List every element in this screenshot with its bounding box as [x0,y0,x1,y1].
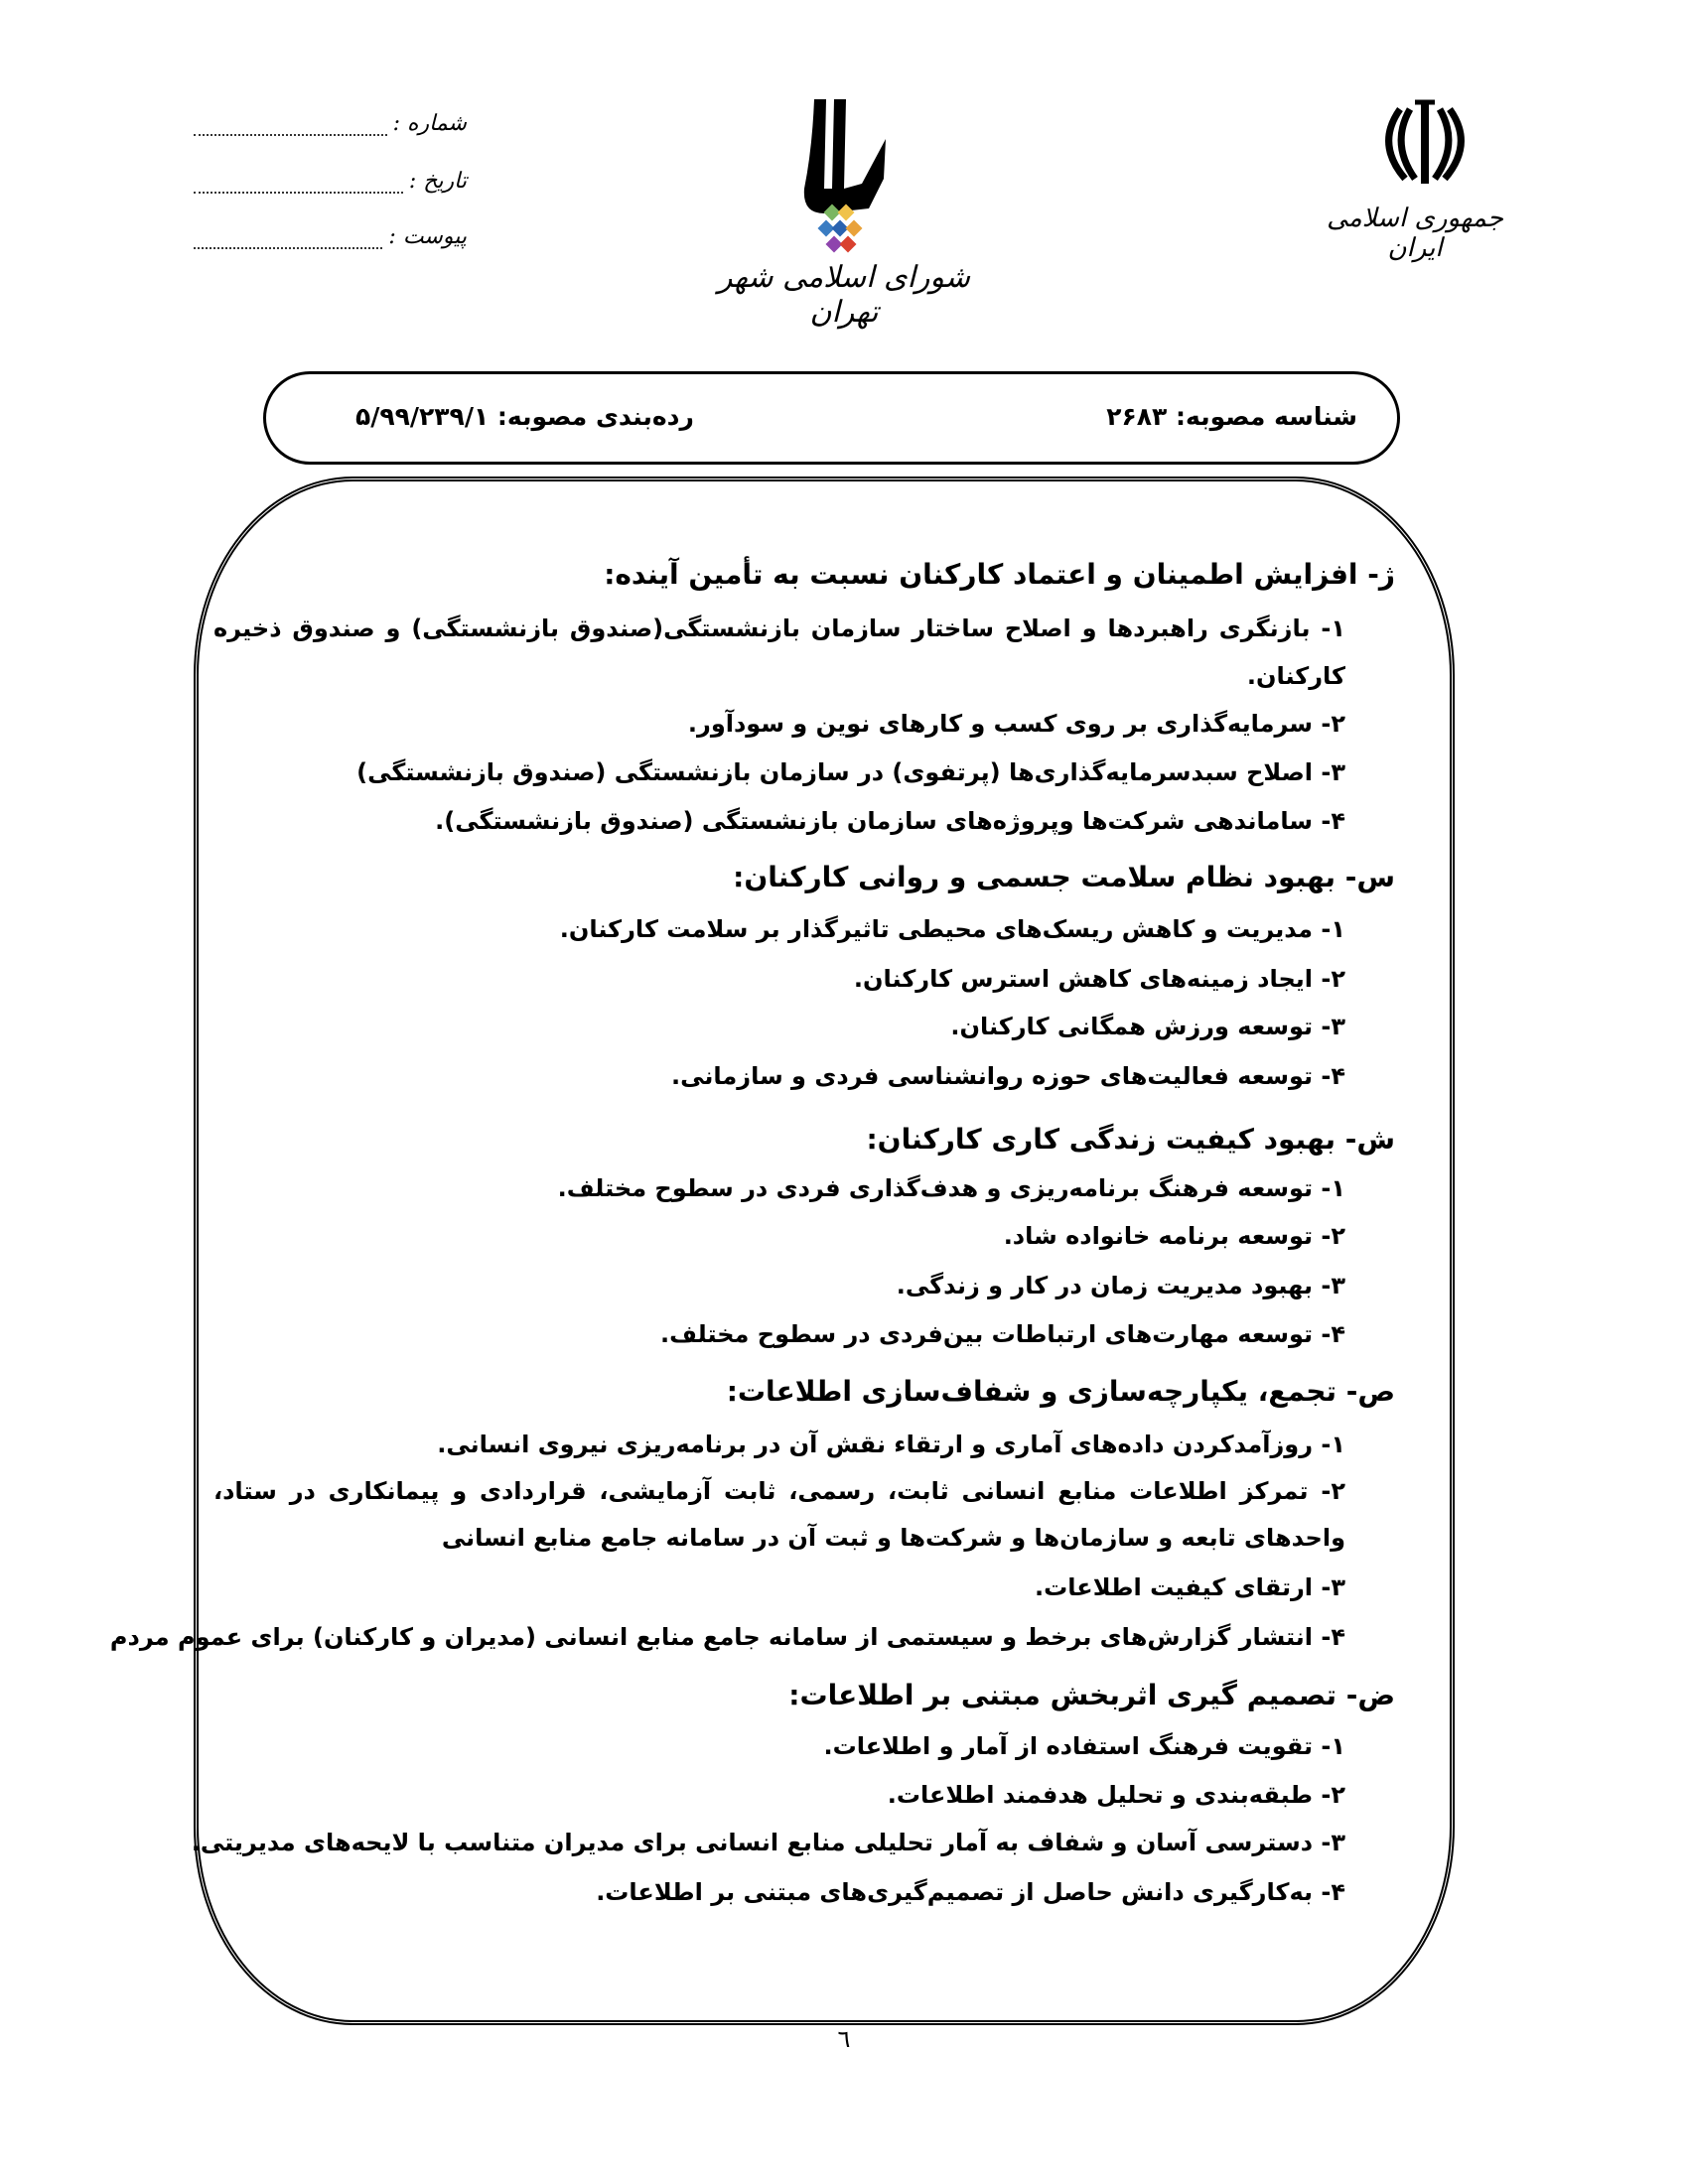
section-heading: ژ- افزایش اطمینان و اعتماد کارکنان نسبت به تأمین آینده: [604,558,1395,591]
list-item: ۳- ارتقای کیفیت اطلاعات. [1035,1573,1345,1601]
section-heading: ض- تصمیم گیری اثربخش مبتنی بر اطلاعات: [788,1679,1395,1711]
number-field [194,111,467,136]
list-item: ۱- مدیریت و کاهش ریسک‌های محیطی تاثیرگذار بر سلامت کارکنان. [559,915,1345,943]
list-item: ۴- ساماندهی شرکت‌ها وپروژه‌های سازمان بازنشستگی (صندوق بازنشستگی). [435,807,1345,835]
number-label: شماره : [392,111,467,136]
list-item: ۱- بازنگری راهبردها و اصلاح ساختار سازمان بازنشستگی(صندوق بازنشستگی) و صندوق ذخیره [213,614,1345,642]
list-item: ۳- بهبود مدیریت زمان در کار و زندگی. [896,1272,1345,1299]
resolution-classification: رده‌بندی مصوبه: ۵/۹۹/۲۳۹/۱ [355,402,694,431]
date-field [194,169,467,194]
page-number: ٦ [837,2025,851,2053]
list-item: ۴- توسعه فعالیت‌های حوزه روانشناسی فردی و سازمانی. [670,1062,1345,1090]
country-name: جمهوری اسلامی ایران [1327,204,1503,263]
section-heading: س- بهبود نظام سلامت جسمی و روانی کارکنان: [733,861,1395,893]
resolution-id: شناسه مصوبه: ۲۶۸۳ [1106,402,1357,431]
list-item: ۴- انتشار گزارش‌های برخط و سیستمی از سامانه جامع منابع انسانی (مدیران و کارکنان) برای عموم مردم [109,1623,1345,1651]
list-item: ۴- توسعه مهارت‌های ارتباطات بین‌فردی در سطوح مختلف. [659,1320,1345,1348]
list-item: کارکنان. [1246,662,1345,690]
list-item: ۲- تمرکز اطلاعات منابع انسانی ثابت، رسمی، ثابت آزمایشی، قراردادی و پیمانکاری در ستاد، [213,1477,1345,1505]
list-item: ۳- اصلاح سبدسرمایه‌گذاری‌ها (پرتفوی) در سازمان بازنشستگی (صندوق بازنشستگی) [356,758,1345,786]
list-item: ۱- توسعه فرهنگ برنامه‌ریزی و هدف‌گذاری فردی در سطوح مختلف. [557,1174,1345,1202]
list-item: ۱- تقویت فرهنگ استفاده از آمار و اطلاعات. [823,1732,1345,1760]
attachment-field [194,224,467,249]
list-item: ۳- توسعه ورزش همگانی کارکنان. [950,1013,1345,1040]
list-item: ۴- به‌کارگیری دانش حاصل از تصمیم‌گیری‌های مبتنی بر اطلاعات. [596,1878,1345,1906]
list-item: ۲- طبقه‌بندی و تحلیل هدفمند اطلاعات. [887,1781,1345,1809]
section-heading: ص- تجمع، یکپارچه‌سازی و شفاف‌سازی اطلاعات: [726,1375,1395,1408]
attachment-label: پیوست : [388,224,467,249]
date-label: تاریخ : [408,169,467,194]
council-name: شورای اسلامی شهر تهران [718,260,970,330]
list-item: واحدهای تابعه و سازمان‌ها و شرکت‌ها و ثبت آن در سامانه جامع منابع انسانی [441,1524,1345,1552]
list-item: ۳- دسترسی آسان و شفاف به آمار تحلیلی منابع انسانی برای مدیران متناسب با لایحه‌های مدیریتی. [191,1829,1345,1856]
resolution-id-box [263,371,1400,465]
section-heading: ش- بهبود کیفیت زندگی کاری کارکنان: [866,1123,1395,1156]
list-item: ۲- توسعه برنامه خانواده شاد. [1003,1222,1345,1250]
iran-emblem-icon [1360,94,1489,198]
council-logo-icon [774,89,914,262]
list-item: ۱- روزآمدکردن داده‌های آماری و ارتقاء نقش آن در برنامه‌ریزی نیروی انسانی. [437,1431,1345,1458]
list-item: ۲- ایجاد زمینه‌های کاهش استرس کارکنان. [853,965,1345,993]
list-item: ۲- سرمایه‌گذاری بر روی کسب و کارهای نوین و سودآور. [687,710,1345,738]
